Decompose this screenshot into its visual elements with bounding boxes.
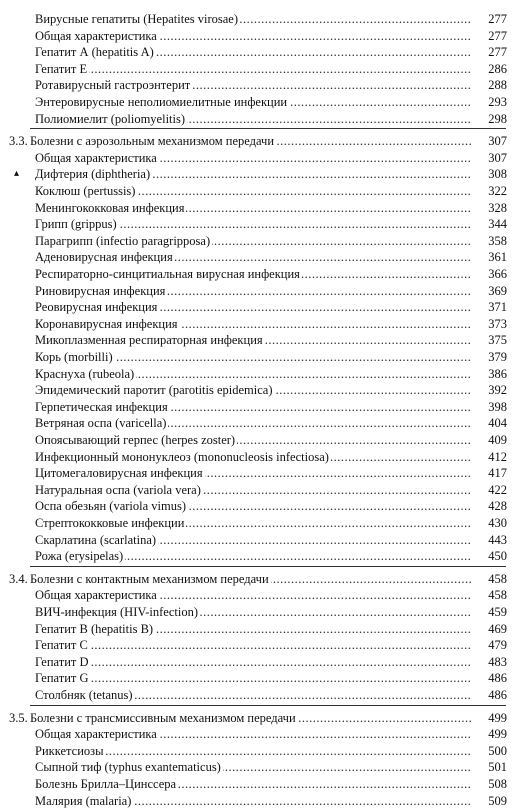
toc-entry[interactable]: [0, 531, 516, 549]
toc-entry[interactable]: [0, 398, 516, 416]
entry-title: Болезни с контактным механизмом передачи: [30, 571, 269, 586]
entry-title: Краснуха (rubeola): [35, 366, 135, 381]
page-number: 277: [488, 45, 507, 60]
page-number: 422: [488, 482, 507, 497]
page-number: 288: [488, 78, 507, 93]
toc-entry[interactable]: [0, 653, 516, 671]
toc-section-heading[interactable]: [0, 132, 516, 150]
toc-entry[interactable]: [0, 620, 516, 638]
entry-title: Гепатит G: [35, 671, 89, 686]
entry-title: Полиомиелит (poliomyelitis): [35, 111, 186, 126]
entry-title: Рожа (erysipelas): [35, 549, 124, 564]
entry-title: Болезни с аэрозольным механизмом передачи: [30, 134, 275, 149]
toc-entry[interactable]: [0, 298, 516, 316]
page-number: 428: [488, 499, 507, 514]
page-number: 412: [488, 449, 507, 464]
entry-title: Гепатит А (hepatitis A): [35, 45, 154, 60]
toc-entry[interactable]: [0, 686, 516, 704]
toc-entry[interactable]: [0, 60, 516, 78]
page-number: 307: [488, 150, 507, 165]
toc-entry[interactable]: [0, 348, 516, 366]
toc-entry[interactable]: [0, 464, 516, 482]
entry-title: Гепатит D: [35, 654, 89, 669]
page-number: 479: [488, 638, 507, 653]
leader-dots: [40, 669, 472, 687]
entry-title: Дифтерия (diphtheria): [35, 167, 151, 182]
page-number: 277: [488, 12, 507, 26]
entry-title: Натуральная оспа (variola vera): [35, 482, 201, 497]
entry-title: Респираторно-синцитиальная вирусная инфекция: [35, 267, 300, 281]
page-number: 430: [488, 516, 507, 530]
toc-entry[interactable]: [0, 586, 516, 604]
leader-dots: [40, 636, 472, 654]
page-number: 358: [488, 233, 507, 248]
toc-entry[interactable]: [0, 331, 516, 349]
page-number: 398: [488, 399, 507, 414]
page-number: 386: [488, 366, 507, 381]
entry-title: Малярия (malaria): [35, 793, 132, 808]
toc-entry[interactable]: [0, 10, 516, 28]
toc-entry[interactable]: [0, 414, 516, 432]
entry-title: Инфекционный мононуклеоз (mononucleosis infectiosa): [35, 449, 329, 464]
entry-title: Ротавирусный гастроэнтерит: [35, 78, 191, 93]
entry-title: Эпидемический паротит (parotitis epidemica): [35, 383, 273, 398]
entry-title: Гепатит В (hepatitis B): [35, 621, 154, 636]
toc-entry[interactable]: [0, 199, 516, 217]
section-divider: [30, 566, 506, 567]
entry-title: Общая характеристика: [35, 28, 157, 43]
leader-dots: [40, 60, 472, 78]
page-number: 501: [488, 760, 507, 775]
toc-entry[interactable]: [0, 758, 516, 776]
entry-title: Энтеровирусные неполиомиелитные инфекции: [35, 95, 288, 109]
entry-title: Герпетическая инфекция: [35, 399, 168, 414]
page-number: 322: [488, 184, 507, 198]
section-number: 3.5.: [9, 710, 28, 725]
entry-title: Коклюш (pertussis): [35, 184, 136, 198]
entry-title: Реовирусная инфекция: [35, 300, 158, 315]
toc-entry[interactable]: [0, 76, 516, 94]
page-number: 298: [488, 111, 507, 126]
page-number: 307: [488, 134, 507, 149]
entry-title: ВИЧ-инфекция (HIV-infection): [35, 605, 198, 619]
page-number: 486: [488, 688, 507, 702]
page-number: 361: [488, 250, 507, 265]
entry-title: Болезнь Брилла–Цинссера: [35, 777, 177, 791]
page-number: 293: [488, 95, 507, 109]
page-number: 375: [488, 333, 507, 348]
page-number: 458: [488, 588, 507, 603]
page-number: 379: [488, 350, 507, 364]
section-number: 3.3.: [9, 134, 28, 149]
page-number: 443: [488, 532, 507, 547]
toc-entry[interactable]: [0, 547, 516, 565]
page-number: 499: [488, 710, 507, 725]
toc-entry[interactable]: [0, 149, 516, 167]
page-number: 509: [488, 793, 507, 808]
page-number: 369: [488, 283, 507, 298]
page-number: 373: [488, 316, 507, 331]
entry-title: Цитомегаловирусная инфекция: [35, 466, 203, 481]
entry-title: Корь (morbilli): [35, 350, 113, 364]
page-number: 469: [488, 621, 507, 636]
entry-title: Общая характеристика: [35, 588, 157, 603]
toc-entry[interactable]: [0, 215, 516, 233]
page-number: 483: [488, 654, 507, 669]
toc-entry[interactable]: [0, 481, 516, 499]
toc-entry[interactable]: [0, 792, 516, 810]
section-number: 3.4.: [9, 571, 28, 586]
page-number: 508: [488, 777, 507, 791]
entry-title: Сыпной тиф (typhus exantematicus): [35, 760, 221, 775]
entry-title: Микоплазменная респираторная инфекция: [35, 333, 263, 348]
toc-section-heading[interactable]: [0, 570, 516, 588]
toc-entry[interactable]: [0, 110, 516, 128]
page-number: 486: [488, 671, 507, 686]
toc-entry[interactable]: [0, 497, 516, 515]
leader-dots: [40, 653, 472, 671]
toc-entry[interactable]: [0, 603, 516, 621]
page-number: 328: [488, 200, 507, 215]
entry-title: Общая характеристика: [35, 150, 157, 165]
page-number: 499: [488, 727, 507, 742]
entry-title: Грипп (grippus): [35, 217, 117, 232]
entry-title: Риновирусная инфекция: [35, 283, 166, 298]
entry-title: Болезни с трансмиссивным механизмом передачи: [30, 710, 296, 725]
toc-entry[interactable]: [0, 448, 516, 466]
toc-entry[interactable]: [0, 775, 516, 793]
page-number: 409: [488, 433, 507, 447]
page-number: 371: [488, 300, 507, 315]
entry-title: Опоясывающий герпес (herpes zoster): [35, 433, 236, 447]
page-number: 344: [488, 217, 507, 232]
section-divider: [30, 705, 506, 706]
page-number: 404: [488, 416, 507, 431]
entry-title: Вирусные гепатиты (Hepatites virosae): [35, 12, 238, 26]
page-number: 459: [488, 605, 507, 619]
margin-mark: ▴: [14, 168, 20, 180]
page-number: 458: [488, 571, 507, 586]
page-number: 417: [488, 466, 507, 481]
page-number: 286: [488, 61, 507, 76]
page-number: 366: [488, 267, 507, 281]
entry-title: Оспа обезьян (variola vimus): [35, 499, 187, 514]
entry-title: Аденовирусная инфекция: [35, 250, 173, 265]
toc-entry[interactable]: [0, 282, 516, 300]
toc-entry[interactable]: [0, 514, 516, 532]
entry-title: Стрептококковые инфекции: [35, 516, 185, 530]
entry-title: Парагрипп (infectio paragripposa): [35, 233, 211, 248]
entry-title: Риккетсиозы: [35, 743, 104, 758]
toc-entry[interactable]: [0, 165, 516, 183]
toc-entry[interactable]: [0, 381, 516, 399]
entry-title: Столбняк (tetanus): [35, 688, 133, 702]
toc-entry[interactable]: [0, 27, 516, 45]
entry-title: Менингококковая инфекция: [35, 200, 185, 215]
entry-title: Общая характеристика: [35, 727, 157, 742]
section-divider: [30, 128, 506, 129]
entry-title: Коронавирусная инфекция: [35, 316, 178, 331]
toc-entry[interactable]: [0, 182, 516, 200]
page-number: 450: [488, 549, 507, 564]
toc-entry[interactable]: [0, 232, 516, 250]
entry-title: Скарлатина (scarlatina): [35, 532, 157, 547]
entry-title: Ветряная оспа (varicella): [35, 416, 167, 431]
toc-entry[interactable]: [0, 365, 516, 383]
toc-entry[interactable]: [0, 265, 516, 283]
page-number: 308: [488, 167, 507, 182]
toc-entry[interactable]: [0, 431, 516, 449]
toc-entry[interactable]: [0, 742, 516, 760]
page-number: 392: [488, 383, 507, 398]
toc-entry[interactable]: [0, 669, 516, 687]
toc-entry[interactable]: [0, 636, 516, 654]
toc-entry[interactable]: [0, 315, 516, 333]
entry-title: Гепатит С: [35, 638, 88, 653]
entry-title: Гепатит Е: [35, 61, 88, 76]
toc-entry[interactable]: [0, 93, 516, 111]
page-number: 277: [488, 28, 507, 43]
toc-entry[interactable]: [0, 43, 516, 61]
page-number: 500: [488, 743, 507, 758]
toc-section-heading[interactable]: [0, 709, 516, 727]
toc-entry[interactable]: [0, 725, 516, 743]
toc-entry[interactable]: [0, 248, 516, 266]
